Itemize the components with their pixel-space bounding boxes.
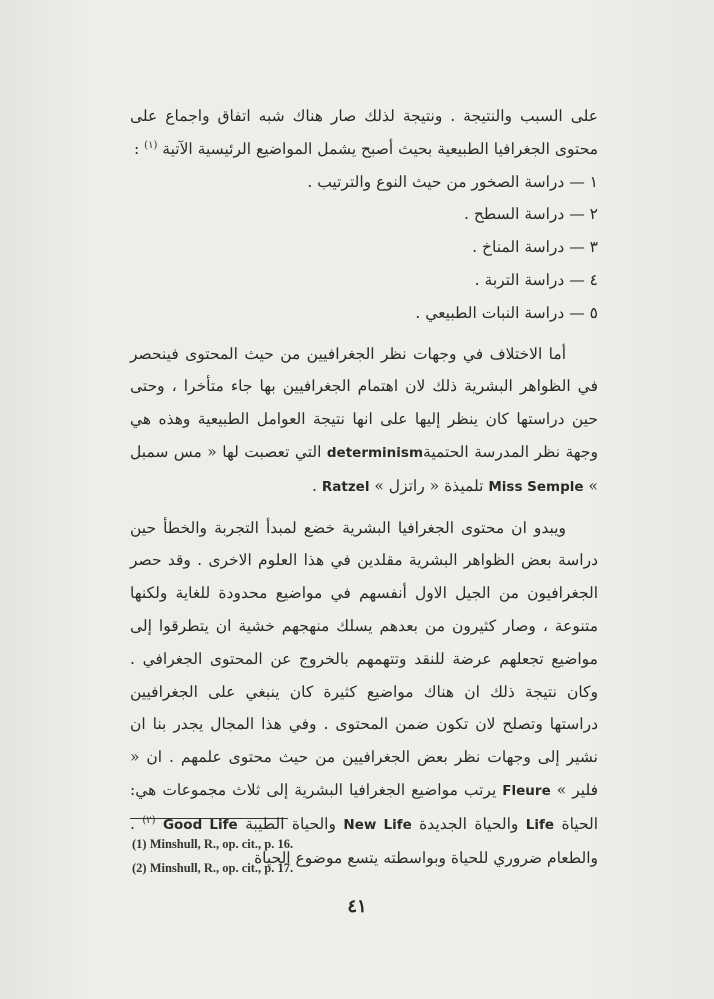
list-item: ٢ — دراسة السطح . <box>463 205 598 224</box>
paragraph-2-text-b: التي تعصبت لها « مس سمبل » <box>130 442 598 495</box>
name-miss-semple: Miss Semple <box>488 478 584 495</box>
footnote: (2) Minshull, R., op. cit., p. 17. <box>132 861 294 875</box>
paragraph-3-text-c: والحياة الجديدة <box>411 814 526 833</box>
list-item: ١ — دراسة الصخور من حيث النوع والترتيب . <box>307 172 598 191</box>
list-item: ٣ — دراسة المناخ . <box>472 238 598 257</box>
name-ratzel: Ratzel <box>321 478 370 495</box>
paragraph-2-text-a: أما الاختلاف في وجهات نظر الجغرافيين من حيث المحتوى فينحصر في الظواهر البشرية ذلك لان اهتمام الجغرافيين بها جاء متأخرا ، وحتى حين دراستها كان ينظر إليها على انها نتيجة العوامل الطبيعية وهذه هي وجهة نظر المدرسة الحتمية <box>130 344 598 461</box>
term-life: Life <box>525 816 555 833</box>
paragraph-1 <box>130 100 598 166</box>
paragraph-1-end: : <box>134 139 145 158</box>
paragraph-3-text-a: ويبدو ان محتوى الجغرافيا البشرية خضع لمبدأ التجربة والخطأ حين دراسة بعض الظواهر البشرية مقلدين في هذا العلوم الاخرى . وقد حصر الجغرافيون من الجيل الاول أنفسهم في مواضيع محدودة للغاية ولكنها متنوعة ، وصار كثيرون من بعدهم يسلك منهجهم خشية ان يتطرقوا إلى مواضيع تجعلهم عرضة للنقد وتتهمهم بالخروج عن المحتوى الجغرافي . وكان نتيجة ذلك ان هناك مواضيع كثيرة كان ينبغي على الجغرافيين دراستها وتصلح لان تكون ضمن المحتوى . وفي هذا المجال يجدر بنا ان نشير إلى وجهات نظر بعض الجغرافيين من حيث محتوى علمهم . ان « فلير » <box>130 518 598 799</box>
term-new-life: New Life <box>343 816 412 833</box>
paragraph-3-text-e: . والطعام ضروري للحياة وبواسطته يتسع موضوع الحياة <box>130 814 598 867</box>
paragraph-2 <box>130 338 598 504</box>
footnote-divider <box>130 818 288 819</box>
paragraph-1-text: على السبب والنتيجة . ونتيجة لذلك صار هناك شبه اتفاق واجماع على محتوى الجغرافيا الطبيعية بحيث أصبح يشمل المواضيع الرئيسية الآتية <box>130 107 598 158</box>
footnote-ref-1: (١) <box>144 139 158 151</box>
list-item: ٥ — دراسة النبات الطبيعي . <box>415 303 598 322</box>
paragraph-2-text-c: تلميذة « راتزل » <box>369 476 489 495</box>
paragraph-3-text-b: يرتب مواضيع الجغرافيا البشرية إلى ثلاث مجموعات هي: الحياة <box>130 780 599 833</box>
name-fleure: Fleure <box>502 782 551 799</box>
topic-list <box>130 166 598 330</box>
paragraph-3-text-d: والحياة الطيبة <box>237 814 344 833</box>
footnote-ref-2: (٢) <box>142 814 156 826</box>
term-determinism: determinism <box>326 444 424 461</box>
list-item: ٤ — دراسة التربة . <box>474 270 598 289</box>
footnotes <box>132 832 592 880</box>
paragraph-3 <box>130 512 598 875</box>
body-text <box>130 100 598 874</box>
paragraph-2-text-d: . <box>312 476 322 495</box>
page-number: ٤١ <box>347 896 367 917</box>
term-good-life: Good Life <box>162 816 238 833</box>
footnote: (1) Minshull, R., op. cit., p. 16. <box>132 837 294 851</box>
